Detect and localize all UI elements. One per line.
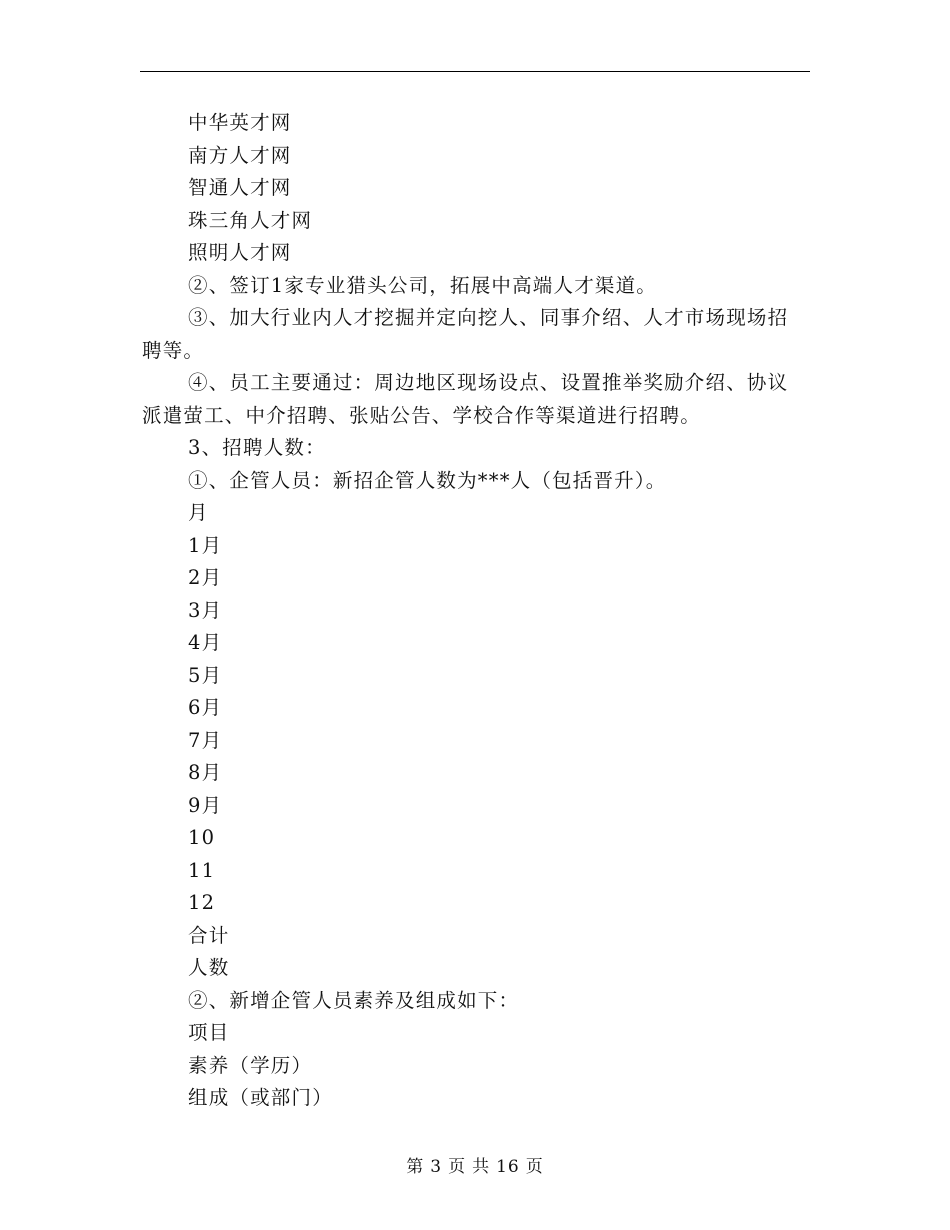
footer-total-pages: 16 (496, 1157, 520, 1177)
table-month-cell: 8月 (188, 761, 223, 784)
table-month-cell: 4月 (188, 631, 223, 654)
site-item: 中华英才网 (188, 111, 292, 134)
paragraph-item-2: ②、签订1家专业猎头公司，拓展中高端人才渠道。 (188, 273, 658, 297)
paragraph-item-3: ③、加大行业内人才挖掘并定向挖人、同事介绍、人才市场现场招聘等。 (142, 306, 789, 362)
table-month-cell: 12 (188, 891, 216, 914)
site-item: 南方人才网 (188, 143, 292, 167)
site-item: 智通人才网 (188, 176, 292, 199)
table-month-cell: 10 (188, 826, 216, 849)
table-month-cell: 7月 (188, 728, 223, 752)
table-month-cell: 2月 (188, 566, 223, 589)
section-heading-3: 3、招聘人数： (188, 436, 326, 459)
footer-page-word: 页 (448, 1157, 467, 1177)
table-month-cell: 6月 (188, 696, 223, 719)
table2-cell: 组成（或部门） (188, 1086, 333, 1109)
footer-suffix: 页 (525, 1157, 544, 1177)
table-month-cell: 5月 (188, 663, 223, 687)
paragraph-item-4: ④、员工主要通过：周边地区现场设点、设置推举奖励介绍、协议派遣萤工、中介招聘、张贴公告、学校合作等渠道进行招聘。 (142, 371, 789, 427)
sub-item-1: ①、企管人员：新招企管人数为***人（包括晋升）。 (188, 468, 667, 492)
table-month-cell: 9月 (188, 793, 223, 817)
table2-cell: 项目 (188, 1021, 230, 1044)
site-item: 珠三角人才网 (188, 208, 313, 232)
header-rule (140, 71, 810, 72)
footer-total-word: 共 (472, 1157, 491, 1177)
table-header-month: 月 (188, 501, 209, 524)
table-count-cell: 人数 (188, 956, 230, 979)
table2-cell: 素养（学历） (188, 1053, 313, 1077)
site-item: 照明人才网 (188, 241, 292, 264)
table-month-cell: 3月 (188, 598, 223, 622)
footer-prefix: 第 (406, 1157, 425, 1177)
table-month-cell: 1月 (188, 533, 223, 557)
document-body (142, 107, 808, 1115)
sub-item-2: ②、新增企管人员素养及组成如下： (188, 988, 520, 1012)
footer-page-number: 3 (430, 1157, 443, 1177)
page-footer (0, 1152, 950, 1177)
table-total-cell: 合计 (188, 923, 230, 947)
table-month-cell: 11 (188, 858, 216, 882)
